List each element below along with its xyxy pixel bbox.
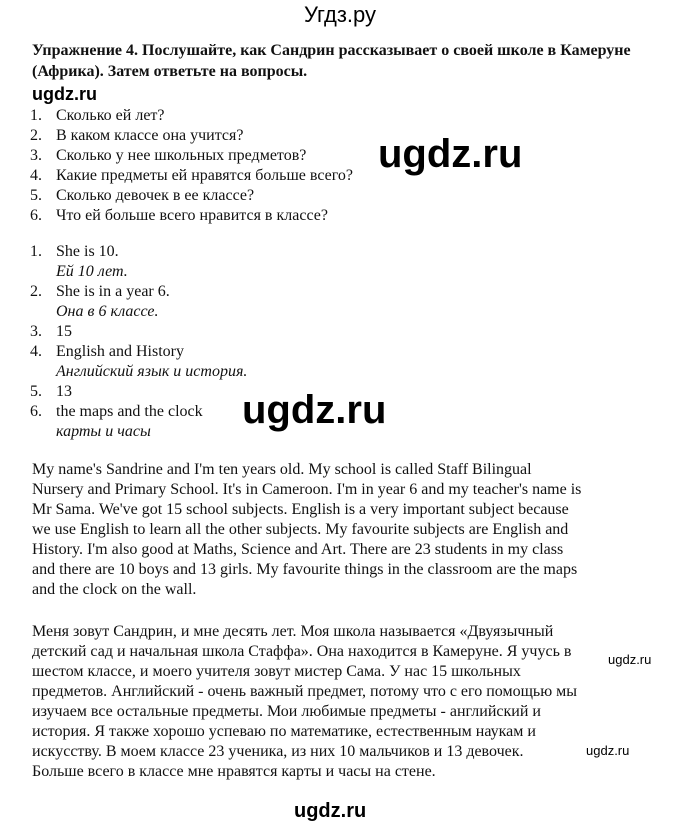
paragraph-line: My name's Sandrine and I'm ten years old. My school is called Staff Bilingual xyxy=(32,461,532,478)
paragraph-line: детский сад и начальная школа Стаффа». Она находится в Камеруне. Я учусь в xyxy=(32,643,572,660)
watermark: ugdz.ru xyxy=(378,132,523,176)
answer-item: 5. 13 xyxy=(30,383,72,400)
watermark: ugdz.ru xyxy=(608,652,652,667)
paragraph-english xyxy=(32,460,672,600)
list-item: 3. Сколько у нее школьных предметов? xyxy=(30,147,307,164)
paragraph-line: Mr Sama. We've got 15 school subjects. English is a very important subject because xyxy=(32,501,569,518)
paragraph-line: and the clock on the wall. xyxy=(32,581,197,598)
paragraph-line: History. I'm also good at Maths, Science and Art. There are 23 students in my class xyxy=(32,541,564,558)
paragraph-line: история. Я также хорошо успеваю по математике, естественным наукам и xyxy=(32,723,536,740)
list-item: 5. Сколько девочек в ее классе? xyxy=(30,187,255,204)
answers-list xyxy=(30,242,430,442)
list-item: 6. Что ей больше всего нравится в классе? xyxy=(30,207,328,224)
answer-translation: Ей 10 лет. xyxy=(56,263,128,280)
paragraph-line: we use English to learn all the other subjects. My favourite subjects are English and xyxy=(32,521,569,538)
paragraph-line: Больше всего в классе мне нравятся карты и часы на стене. xyxy=(32,763,436,780)
paragraph-line: and there are 10 boys and 13 girls. My favourite things in the classroom are the maps xyxy=(32,561,578,578)
paragraph-line: предметов. Английский - очень важный предмет, потому что с его помощью мы xyxy=(32,683,578,700)
watermark: ugdz.ru xyxy=(586,743,630,758)
answer-item: 2. She is in a year 6. xyxy=(30,283,170,300)
list-item: 4. Какие предметы ей нравятся больше всего? xyxy=(30,167,353,184)
answer-item: 1. She is 10. xyxy=(30,243,119,260)
answer-item: 3. 15 xyxy=(30,323,72,340)
exercise-heading: Упражнение 4. Послушайте, как Сандрин рассказывает о своей школе в Камеруне (Африка). Затем ответьте на вопросы. xyxy=(32,42,631,80)
answer-translation: Она в 6 классе. xyxy=(56,303,159,320)
paragraph-line: искусству. В моем классе 23 ученика, из них 10 мальчиков и 13 девочек. xyxy=(32,743,524,760)
answer-item: 4. English and History xyxy=(30,343,184,360)
watermark: ugdz.ru xyxy=(294,800,367,822)
paragraph-line: изучаем все остальные предметы. Мои любимые предметы - английский и xyxy=(32,703,541,720)
paragraph-line: шестом классе, и моего учителя зовут мистер Сама. У нас 15 школьных xyxy=(32,663,521,680)
watermark: ugdz.ru xyxy=(32,84,97,104)
answer-item: 6. the maps and the clock xyxy=(30,403,203,420)
list-item: 1. Сколько ей лет? xyxy=(30,107,165,124)
watermark: ugdz.ru xyxy=(242,388,387,432)
site-title: Угдз.ру xyxy=(303,2,377,27)
paragraph-russian xyxy=(32,622,672,782)
paragraph-line: Меня зовут Сандрин, и мне десять лет. Моя школа называется «Двуязычный xyxy=(32,623,554,640)
answer-translation: Английский язык и история. xyxy=(56,363,248,380)
paragraph-line: Nursery and Primary School. It's in Cameroon. I'm in year 6 and my teacher's name is xyxy=(32,481,582,498)
list-item: 2. В каком классе она учится? xyxy=(30,127,244,144)
questions-list xyxy=(30,106,450,226)
answer-translation: карты и часы xyxy=(56,423,151,440)
